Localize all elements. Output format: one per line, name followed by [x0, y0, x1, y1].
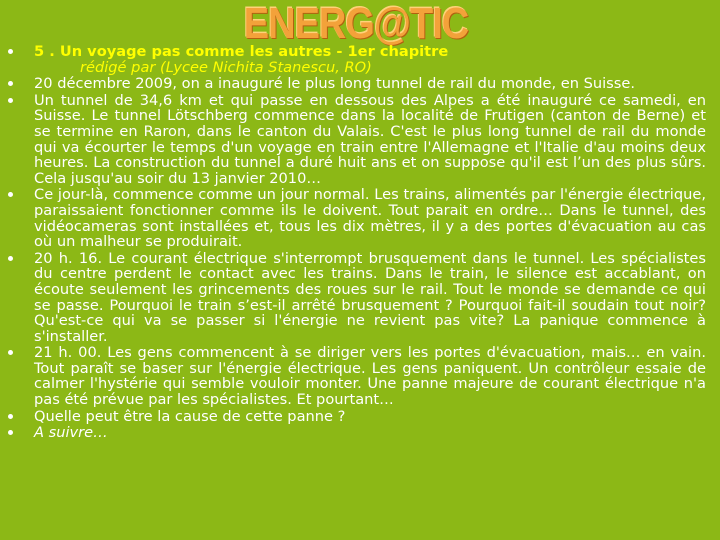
to-be-continued-text: A suivre…	[34, 424, 108, 442]
bullet-icon	[8, 81, 13, 86]
list-item	[0, 93, 720, 187]
paragraph-text: 20 h. 16. Le courant électrique s'interrompt brusquement dans le tunnel. Les spécialistes du centre perdent le contact avec les trains. Dans le train, le silence est accablant, on écoute seulement les grincements des roues sur le rail. Tout le monde se demande ce qui se passe. Pourquoi le train s’est-il arrêté brusquement ? Pourquoi fait-il soudain tout noir? Qu'est-ce qui va se passer si l'énergie ne revient pas vite? La panique commence à s'installer.	[34, 249, 706, 345]
list-item	[0, 251, 720, 345]
energatic-logo	[243, 0, 469, 49]
bullet-icon	[8, 98, 13, 103]
list-item-to-be-continued	[0, 425, 720, 441]
bullet-icon	[8, 430, 13, 435]
chapter-author: rédigé par (Lycee Nichita Stanescu, RO)	[80, 58, 372, 76]
list-item-title	[0, 44, 720, 75]
paragraph-text: Ce jour-là, commence comme un jour normal. Les trains, alimentés par l'énergie électrique, paraissaient fonctionner comme ils le doivent. Tout parait en ordre… Dans le tunnel, des vidéocameras sont installées et, tous les dix mètres, il y a des portes d'évacuation au cas où un malheur se produirait.	[34, 186, 706, 251]
logo-text: ENERG@TIC	[243, 0, 469, 49]
bullet-icon	[8, 256, 13, 261]
bullet-icon	[8, 49, 13, 54]
bullet-icon	[8, 414, 13, 419]
paragraph-text: 21 h. 00. Les gens commencent à se diriger vers les portes d'évacuation, mais… en vain. Tout paraît se baser sur l'énergie électrique. Les gens paniquent. Un contrôleur essaie de calmer l'hystérie qui semble vouloir monter. Une panne majeure de courant électrique n'a pas été prévue par les spécialistes. Et pourtant…	[34, 344, 706, 409]
chapter-title: 5 . Un voyage pas comme les autres - 1er chapitre	[34, 43, 449, 60]
paragraph-text: Quelle peut être la cause de cette panne ?	[34, 407, 346, 425]
bullet-icon	[8, 192, 13, 197]
paragraph-text: 20 décembre 2009, on a inauguré le plus long tunnel de rail du monde, en Suisse.	[34, 75, 636, 93]
bullet-icon	[8, 350, 13, 355]
list-item	[0, 187, 720, 249]
list-item	[0, 345, 720, 407]
list-item	[0, 76, 720, 92]
list-item	[0, 409, 720, 425]
paragraph-text: Un tunnel de 34,6 km et qui passe en dessous des Alpes a été inauguré ce samedi, en Suisse. Le tunnel Lötschberg commence dans la localité de Frutigen (canton de Berne) et se termine en Raron, dans le canton du Valais. C'est le plus long tunnel de rail du monde qui va écourter le temps d'un voyage en train entre l'Allemagne et l'Italie d'au moins deux heures. La construction du tunnel a duré huit ans et on suppose qu'il est l’un des plus sûrs. Cela jusqu'au soir du 13 janvier 2010…	[34, 91, 706, 187]
bullet-list	[0, 44, 720, 441]
